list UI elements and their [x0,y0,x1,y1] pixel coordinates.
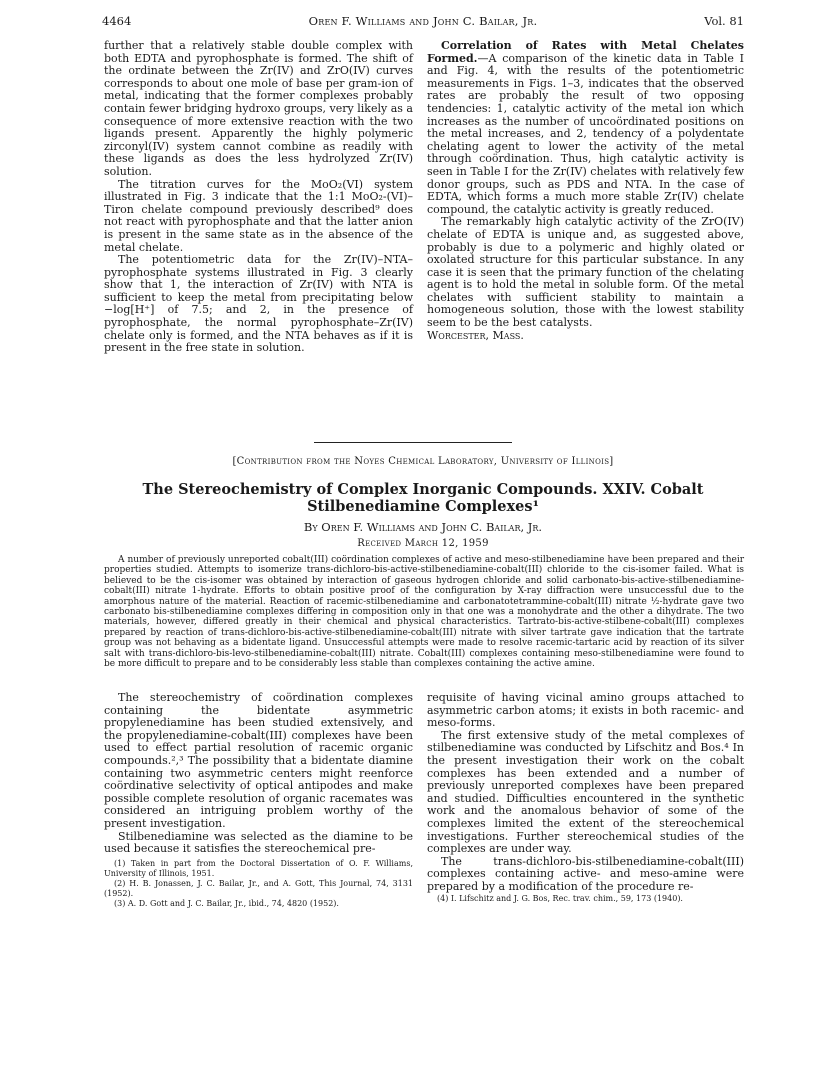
contribution-line: [Contribution from the Noyes Chemical Laboratory, University of Illinois] [232,456,614,467]
footnote: (3) A. D. Gott and J. C. Bailar, Jr., ibid., 74, 4820 (1952). [114,898,339,908]
body-paragraph: The remarkably high catalytic activity of the ZrO(IV) chelate of EDTA is unique and, as suggested above, probably is due to a polymeric and highly olated or oxolated structure for this particular substance. In any case it is seen that the primary function of the chelating agent is to hold the metal in soluble form. Of the metal chelates with sufficient stability to maintain a homogeneous solution, those with the lowest stability seem to be the best catalysts. [427,215,744,330]
footnotes [104,859,413,909]
article-right-column [427,692,744,904]
section-run-in-heading: Correlation of Rates with Metal Chelates Formed. [427,39,744,65]
article-title-line: The Stereochemistry of Complex Inorganic Compounds. XXIV. Cobalt [142,481,704,498]
footnote: (2) H. B. Jonassen, J. C. Bailar, Jr., and A. Gott, This Journal, 74, 3131 (1952). [104,878,413,898]
prior-article-left-column [104,40,413,355]
body-paragraph: Stilbenediamine was selected as the diamine to be used because it satisfies the stereochemical pre- [104,829,413,856]
page-number: 4464 [102,14,132,28]
running-title: Oren F. Williams and John C. Bailar, Jr. [308,14,538,28]
prior-article-right-column [427,40,744,342]
volume-number: Vol. 81 [704,14,744,28]
body-paragraph: The stereochemistry of coördination complexes containing the bidentate asymmetric propylenediamine has been studied extensively, and the propylenediamine-cobalt(III) complexes have been used to effect partial resolution of racemic organic compounds.²,³ The possibility that a bidentate diamine containing two asymmetric centers might reenforce coördinative selectivity of optical antipodes and make possible complete resolution of organic racemates was considered an intriguing problem worthy of the present investigation. [104,691,413,830]
paragraph-text: —A comparison of the kinetic data in Table I and Fig. 4, with the results of the potentiometric measurements in Figs. 1–3, indicates that the observed rates are probably the result of two opposing tendencies: 1, catalytic activity of the metal ion which increases as the number of uncoördinated positions on the metal increases, and 2, tendency of a polydentate chelating agent to lower the activity of the metal through coördination. Thus, high catalytic activity is seen in Table I for the Zr(IV) chelates with relatively few donor groups, such as PDS and NTA. In the case of EDTA, which forms a much more stable Zr(IV) chelate compound, the catalytic activity is greatly reduced. [427,51,744,216]
body-paragraph: The titration curves for the MoO₂(VI) system illustrated in Fig. 3 indicate that the 1:1 MoO₂-(VI)–Tiron chelate compound previously described⁹ does not react with pyrophosphate and that the latter anion is present in the same state as in the absence of the metal chelate. [104,177,413,254]
body-paragraph: The trans-dichloro-bis-stilbenediamine-cobalt(III) complexes containing active- and meso-amine were prepared by a modification of the procedure re- [427,854,744,893]
article-title-line: Stilbenediamine Complexes¹ [307,498,539,515]
body-paragraph: The potentiometric data for the Zr(IV)–NTA–pyrophosphate systems illustrated in Fig. 3 clearly show that 1, the interaction of Zr(IV) with NTA is sufficient to keep the metal from precipitating below −log[H⁺] of 7.5; and 2, in the presence of pyrophosphate, the normal pyrophosphate–Zr(IV) chelate only is formed, and the NTA behaves as if it is present in the free state in solution. [104,253,413,355]
article-divider [314,442,512,443]
body-paragraph: requisite of having vicinal amino groups attached to asymmetric carbon atoms; it exists in both racemic- and meso-forms. [427,691,744,730]
author-location: Worcester, Mass. [427,328,524,342]
running-header [102,14,744,32]
author-byline: By Oren F. Williams and John C. Bailar, Jr. [303,520,543,534]
article-left-column [104,692,413,909]
footnote: (4) I. Lifschitz and J. G. Bos, Rec. trav. chim., 59, 173 (1940). [437,893,683,903]
abstract: A number of previously unreported cobalt(III) coördination complexes of active and meso-stilbenediamine have been prepared and their properties studied. Attempts to isomerize trans-dichloro-bis-active-stilbenediamine-cobalt(III) chloride to the cis-isomer failed. What is believed to be the cis-isomer was obtained by interaction of gaseous hydrogen chloride and solid carbonato-bis-active-stilbenediamine-cobalt(III) nitrate 1-hydrate. Efforts to obtain positive proof of the configuration by X-ray diffraction were unsuccessful due to the amorphous nature of the material. Reaction of racemic-stilbenediamine and carbonatotetrammine-cobalt(III) nitrate ½-hydrate gave two carbonato bis-stilbenediamine complexes differing in composition only in that one was a monohydrate and the other a dihydrate. The two materials, however, differed greatly in their chemical and physical characteristics. Tartrato-bis-active-stilbene-cobalt(III) complexes prepared by reaction of trans-dichloro-bis-active-stilbenediamine-cobalt(III) nitrate with silver tartrate gave indication that the tartrate group was not behaving as a bidentate ligand. Unsuccessful attempts were made to resolve racemic-tartaric acid by reaction of its silver salt with trans-dichloro-bis-levo-stilbenediamine-cobalt(III) nitrate. Cobalt(III) complexes containing meso-stilbenediamine were found to be more difficult to prepare and to be considerably less stable than complexes containing the active amine. [104,555,744,670]
footnote: (1) Taken in part from the Doctoral Dissertation of O. F. Williams, University of Illinois, 1951. [104,858,413,878]
body-paragraph: further that a relatively stable double complex with both EDTA and pyrophosphate is formed. The shift of the ordinate between the Zr(IV) and ZrO(IV) curves corresponds to about one mole of base per gram-ion of metal, indicating that the former complexes probably contain fewer bridging hydroxo groups, very likely as a consequence of more extensive reaction with the two ligands present. Apparently the highly polymeric zirconyl(IV) system cannot combine as readily with these ligands as does the less hydrolyzed Zr(IV) solution. [104,39,413,178]
article-title [100,481,746,515]
received-date: Received March 12, 1959 [357,538,489,549]
body-paragraph: The first extensive study of the metal complexes of stilbenediamine was conducted by Lifschitz and Bos.⁴ In the present investigation their work on the cobalt complexes has been extended and a number of previously unreported complexes have been prepared and studied. Difficulties encountered in the synthetic work and the anomalous behavior of some of the complexes limited the extent of the stereochemical investigations. Further stereochemical studies of the complexes are under way. [427,728,744,856]
body-paragraph [427,40,744,216]
